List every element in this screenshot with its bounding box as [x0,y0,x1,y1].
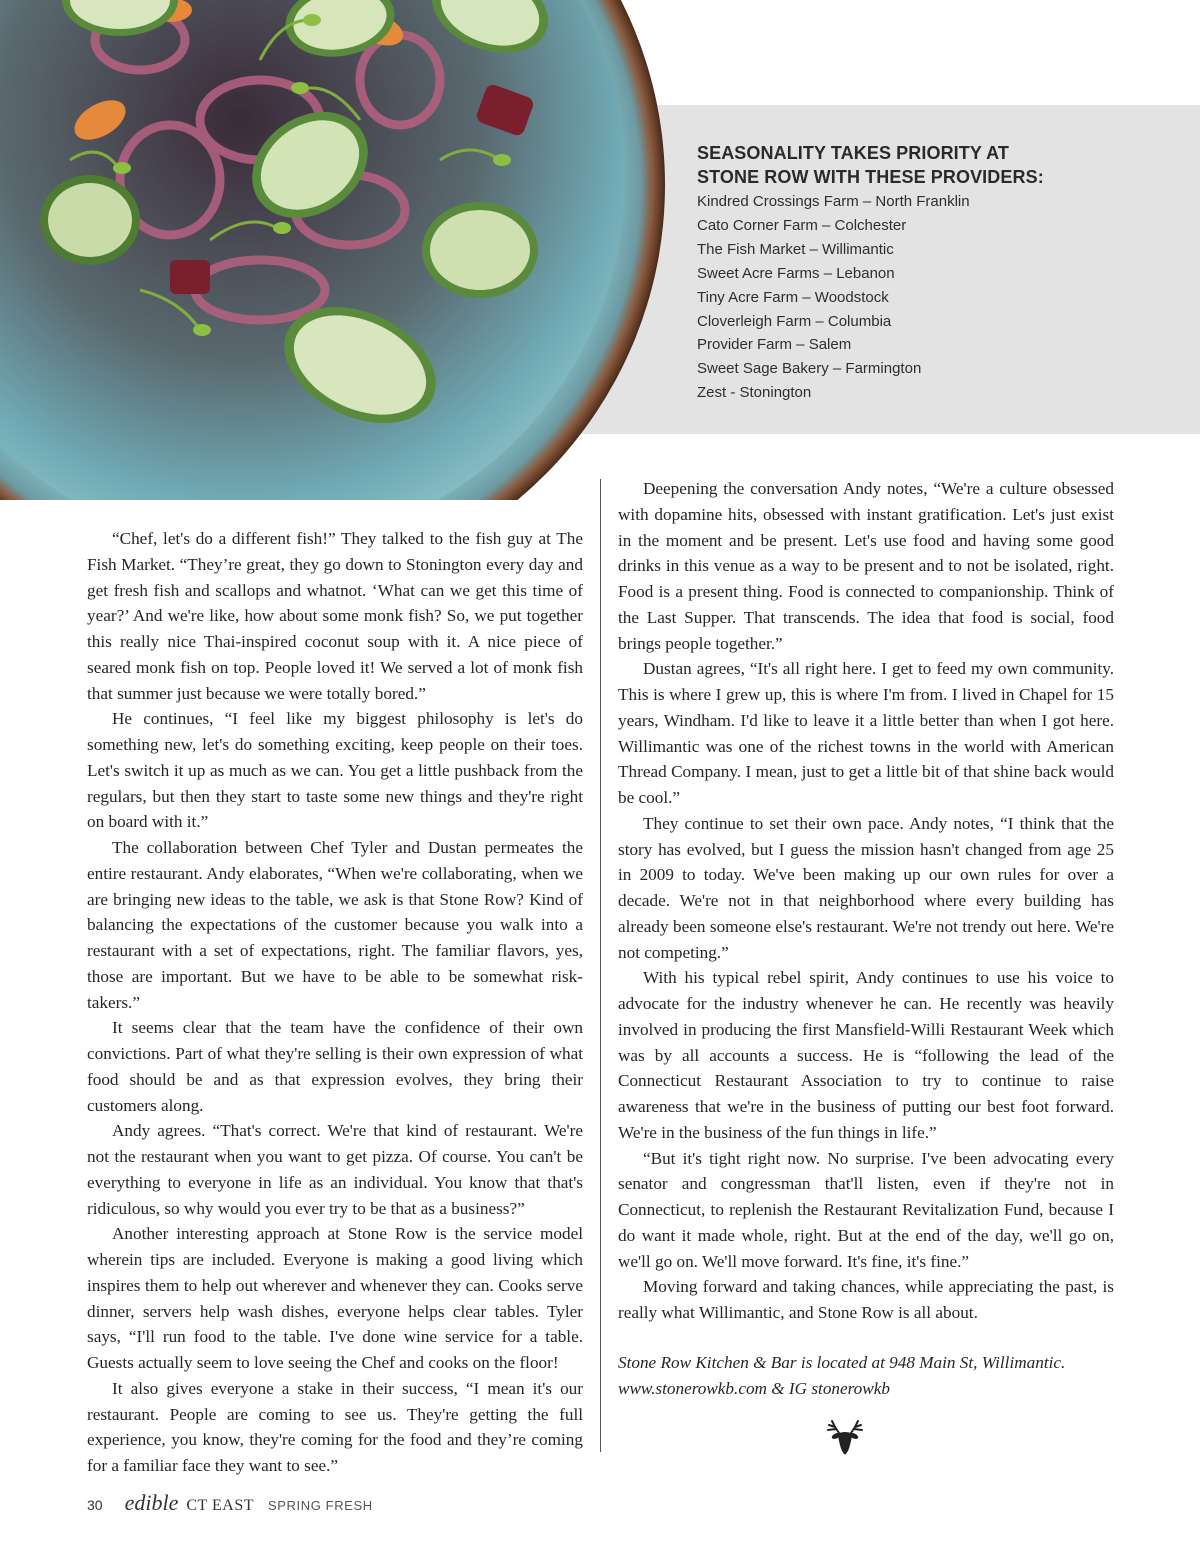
paragraph: It seems clear that the team have the confidence of their own convictions. Part of what they're selling is their own expression of what food should be and as that expression evolves, they bring their customers along. [87,1018,583,1115]
provider-item: Provider Farm – Salem [697,336,852,354]
food-bowl-photo [0,0,670,500]
provider-item: Sweet Acre Farms – Lebanon [697,264,895,282]
provider-list [697,190,970,405]
restaurant-credit [618,1350,1114,1402]
page-footer [87,1490,373,1520]
sidebar-title-line2: STONE ROW WITH THESE PROVIDERS: [697,167,1044,187]
paragraph: Dustan agrees, “It's all right here. I get to feed my own community. This is where I grew up, this is where I'm from. I lived in Chapel for 15 years, Windham. I'd like to leave it a little better than when I got here. Willimantic was one of the richest towns in the world with American Thread Company. I mean, just to get a little bit of that shine back would be cool.” [618,659,1114,807]
credit-address: Stone Row Kitchen & Bar is located at 948 Main St, Willimantic. [618,1352,1066,1372]
provider-item: Sweet Sage Bakery – Farmington [697,360,922,378]
paragraph: Deepening the conversation Andy notes, “We're a culture obsessed with dopamine hits, obsessed with instant gratification. Let's just exist in the moment and be present. Let's use food and having some good drinks in this venue as a way to be present and to not be isolated, right. Food is a present thing. Food is connected to companionship. Think of the Last Supper. That transcends. The idea that food is social, food brings people together.” [618,479,1114,653]
article-column-right [618,476,1114,1401]
paragraph: The collaboration between Chef Tyler and Dustan permeates the entire restaurant. Andy elaborates, “When we're collaborating, when we are bringing new ideas to the table, we ask is that Stone Row? Kind of balancing the expectations of the customer because you walk into a restaurant with a set of expectations, right. The familiar flavors, yes, those are important. But we have to be able to be somewhat risk-takers.” [87,838,583,1012]
column-divider [600,479,601,1452]
sidebar-title [697,141,1177,189]
page-number: 30 [87,1497,103,1513]
paragraph: It also gives everyone a stake in their success, “I mean it's our restaurant. People are coming to see us. They're getting the full experience, you know, they're coming for the food and they’re coming for a familiar face they want to see.” [87,1378,583,1475]
paragraph: “Chef, let's do a different fish!” They talked to the fish guy at The Fish Market. “They’re great, they go down to Stonington every day and get fresh fish and scallops and whatnot. ‘What can we get this time of year?’ And we're like, how about some monk fish? So, we put together this really nice Thai-inspired coconut soup with it. A nice piece of seared monk fish on top. People loved it! We served a lot of monk fish that summer just because we were totally bored.” [87,529,583,703]
paragraph: Another interesting approach at Stone Row is the service model wherein tips are included. Everyone is making a good living which inspires them to help out wherever and whenever they can. Cooks serve dinner, servers help wash dishes, everyone helps clear tables. Tyler says, “I'll run food to the table. I've done wine service for a table. Guests actually seem to love seeing the Chef and cooks on the floor! [87,1224,583,1372]
provider-item: Zest - Stonington [697,384,812,402]
article-column-left [87,526,583,1479]
provider-item: Cloverleigh Farm – Columbia [697,312,892,330]
credit-links: www.stonerowkb.com & IG stonerowkb [618,1378,890,1398]
provider-item: The Fish Market – Willimantic [697,240,894,258]
paragraph: He continues, “I feel like my biggest philosophy is let's do something new, let's do something exciting, keep people on their toes. Let's switch it up as much as we can. You get a little pushback from the regulars, but then they start to taste some new things and they're right on board with it.” [87,709,583,832]
paragraph: Moving forward and taking chances, while appreciating the past, is really what Willimantic, and Stone Row is all about. [618,1277,1114,1322]
paragraph: With his typical rebel spirit, Andy continues to use his voice to advocate for the industry whenever he can. He recently was heavily involved in producing the first Mansfield-Willi Restaurant Week which was by all accounts a success. He is “following the lead of the Connecticut Restaurant Association to try to continue to raise awareness that we're in the business of putting our best foot forward. We're in the business of the fun things in life.” [618,968,1114,1142]
provider-item: Kindred Crossings Farm – North Franklin [697,193,970,210]
magazine-region: CT EAST [186,1497,254,1514]
deer-head-icon [824,1419,866,1455]
issue-name: SPRING FRESH [268,1498,373,1513]
provider-item: Tiny Acre Farm – Woodstock [697,288,889,306]
magazine-logo-edible: edible [124,1490,179,1515]
provider-item: Cato Corner Farm – Colchester [697,216,907,234]
sidebar-title-line1: SEASONALITY TAKES PRIORITY AT [697,143,1009,163]
paragraph: “But it's tight right now. No surprise. I've been advocating every senator and congressman that'll listen, even if they're not in Connecticut, to replenish the Restaurant Revitalization Fund, because I do want it made whole, right. But at the end of the day, we'll go on, we'll go on. We'll move forward. It's fine, it's fine.” [618,1148,1114,1271]
paragraph: They continue to set their own pace. Andy notes, “I think that the story has evolved, but I guess the mission hasn't changed from age 25 in 2009 to today. We've been making up our own rules for over a decade. We're not in that neighborhood where every building has already been someone else's restaurant. We're not trendy out here. We're not competing.” [618,813,1114,962]
paragraph: Andy agrees. “That's correct. We're that kind of restaurant. We're not the restaurant when you want to get pizza. Of course. You can't be everything to everyone in life as an individual. You know that that's ridiculous, so why would you ever try to be that as a business?” [87,1121,583,1218]
